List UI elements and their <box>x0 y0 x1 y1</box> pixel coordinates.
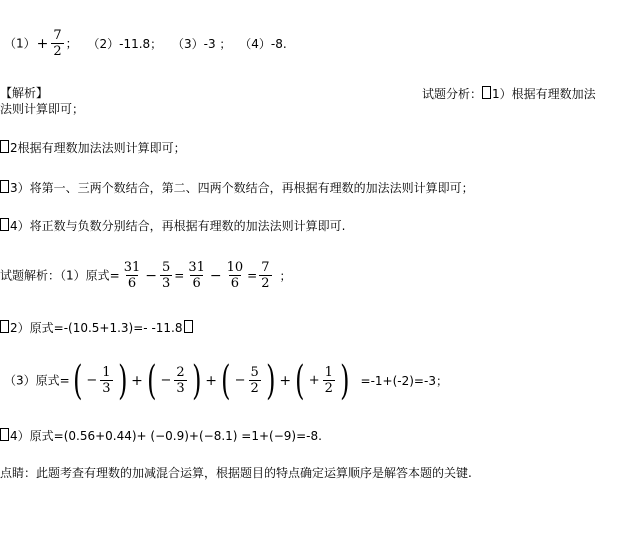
plus-sign: + <box>131 372 143 389</box>
answer-1-label: （1） <box>4 36 36 51</box>
plus-sign: + <box>205 372 217 389</box>
solution-2: 2）原式=-(10.5+1.3)=- -11.8 <box>0 320 194 335</box>
missing-glyph-box <box>482 86 491 99</box>
solution-label: 试题解析：（1）原式= <box>0 268 120 283</box>
fraction: $\frac{10}{6}$ <box>226 260 244 291</box>
answer-1-sign: + <box>36 35 49 52</box>
fraction: $\frac{5}{3}$ <box>161 260 171 291</box>
missing-glyph-box <box>0 180 9 193</box>
analysis-title: 【解析】 <box>0 86 49 100</box>
answer-2: （2）-11.8； <box>87 36 163 51</box>
answer-4: （4）-8. <box>239 36 287 51</box>
fraction: $\frac{31}{6}$ <box>188 260 205 291</box>
equals-sign: = <box>174 268 185 283</box>
answer-line <box>4 28 287 59</box>
missing-glyph-box <box>0 218 9 231</box>
answer-1-tail: ； <box>65 36 78 51</box>
paren-group: ( − $\frac{5}{2}$ ) <box>221 357 276 404</box>
solution-3-tail: =-1+(-2)=-3； <box>360 373 448 388</box>
analysis-line-2: 2根据有理数加法法则计算即可； <box>0 140 186 155</box>
missing-glyph-box <box>184 320 193 333</box>
equals-sign: = <box>247 268 258 283</box>
solution-1 <box>0 260 292 291</box>
analysis-line-4: 4）将正数与负数分别结合，再根据有理数的加法法则计算即可. <box>0 218 345 233</box>
missing-glyph-box <box>0 320 9 333</box>
analysis-line-1b: 法则计算即可； <box>0 102 85 116</box>
analysis-line-3: 3）将第一、三两个数结合，第二、四两个数结合，再根据有理数的加法法则计算即可； <box>0 180 474 195</box>
fraction: $\frac{7}{2}$ <box>261 260 270 291</box>
paren-group: ( − $\frac{2}{3}$ ) <box>146 357 202 404</box>
minus-sign: − <box>209 267 222 284</box>
solution-4: 4）原式=(0.56+0.44)+ (−0.9)+(−8.1) =1+(−9)=-8. <box>0 428 322 443</box>
missing-glyph-box <box>0 140 9 153</box>
comment: 点睛：此题考查有理数的加减混合运算，根据题目的特点确定运算顺序是解答本题的关键. <box>0 466 472 480</box>
solution-3-label: （3）原式= <box>4 373 70 388</box>
answer-1-fraction: $\frac{7}{2}$ <box>53 28 62 59</box>
solution-3 <box>4 357 448 404</box>
paren-group: ( + $\frac{1}{2}$ ) <box>295 357 350 404</box>
minus-sign: − <box>145 267 157 284</box>
missing-glyph-box <box>0 428 9 441</box>
answer-3: （3）-3 ； <box>172 36 232 51</box>
plus-sign: + <box>279 372 292 389</box>
paren-group: ( − $\frac{1}{3}$ ) <box>72 357 127 404</box>
semicolon: ； <box>279 268 292 283</box>
fraction: $\frac{31}{6}$ <box>123 260 141 291</box>
analysis-right-text: 试题分析： 1）根据有理数加法 <box>422 87 596 101</box>
